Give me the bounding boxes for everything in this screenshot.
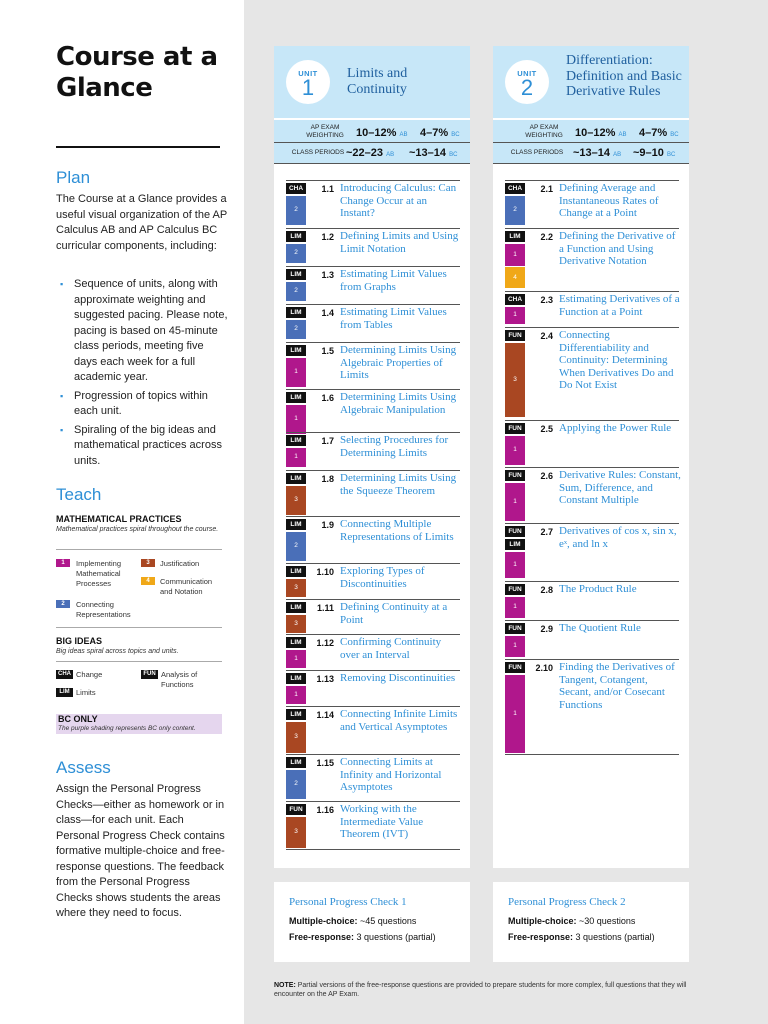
bc-only-box <box>56 714 222 734</box>
topic-number: 2.4 <box>540 331 553 341</box>
topic-number: 1.2 <box>321 232 334 242</box>
practice-block: 2 <box>286 244 306 263</box>
ppc-1-fr: Free-response: 3 questions (partial) <box>289 932 436 942</box>
topic-number: 2.5 <box>540 424 553 434</box>
topic-indicator-bar <box>505 582 525 620</box>
mp-label-1: Implementing Mathematical Processes <box>76 559 122 588</box>
big-idea-tag: FUN <box>286 804 306 815</box>
topic-indicator-bar <box>286 755 306 801</box>
topic-indicator-bar <box>505 328 525 419</box>
ppc-2-fr: Free-response: 3 questions (partial) <box>508 932 655 942</box>
big-idea-tag: LIM <box>286 435 306 446</box>
exam-weighting-label: AP EXAM WEIGHTING <box>306 124 344 139</box>
topic-indicator-bar <box>505 468 525 523</box>
topic-indicator-bar <box>505 660 525 755</box>
big-idea-tag: LIM <box>286 709 306 720</box>
topic-indicator-bar <box>286 433 306 469</box>
topic-row <box>505 620 679 658</box>
topic-number: 1.11 <box>316 603 334 613</box>
practice-block: 3 <box>286 722 306 753</box>
mp-subheading: Mathematical practices spiral throughout the course. <box>56 526 219 533</box>
topic-link[interactable]: Estimating Limit Values from Graphs <box>340 268 447 293</box>
topic-indicator-bar <box>286 517 306 563</box>
practice-block: 1 <box>505 597 525 618</box>
unit-2-title: Differentiation: Definition and Basic Derivative Rules <box>566 53 682 99</box>
topic-row <box>286 801 460 849</box>
topic-number: 2.2 <box>540 232 553 242</box>
topic-number: 1.8 <box>321 474 334 484</box>
bc-only-subtitle: The purple shading represents BC only content. <box>58 725 196 732</box>
practice-block: 2 <box>286 532 306 561</box>
topic-list-end-rule <box>505 754 679 755</box>
plan-bullet: ▪ Progression of topics within each unit. <box>56 389 228 420</box>
topic-row <box>505 228 679 290</box>
weight-ab: 10–12% AB <box>356 127 408 139</box>
topic-row <box>286 634 460 669</box>
unit-1-badge <box>286 60 330 104</box>
topic-number: 2.1 <box>540 184 553 194</box>
topic-link[interactable]: The Product Rule <box>559 583 637 595</box>
topic-link[interactable]: Estimating Limit Values from Tables <box>340 306 447 331</box>
topic-link[interactable]: Determining Limits Using the Squeeze Theorem <box>340 472 457 497</box>
topic-link[interactable]: Defining Limits and Using Limit Notation <box>340 230 459 255</box>
topic-indicator-bar <box>286 635 306 670</box>
practice-block: 1 <box>286 448 306 467</box>
topic-link[interactable]: Connecting Multiple Representations of Limits <box>340 518 454 543</box>
bi-top-divider <box>56 627 222 628</box>
topic-row <box>505 659 679 754</box>
topic-number: 1.15 <box>316 758 334 768</box>
topic-link[interactable]: Applying the Power Rule <box>559 422 672 434</box>
class-periods-row <box>274 142 470 164</box>
mp-swatch-1: 1 <box>56 559 70 567</box>
title-divider <box>56 146 220 148</box>
mp-label-4: Communication and Notation <box>160 577 213 596</box>
topic-indicator-bar <box>505 181 525 227</box>
bi-subheading: Big ideas spiral across topics and units. <box>56 648 179 655</box>
topic-link[interactable]: Connecting Limits at Infinity and Horizontal Asymptotes <box>340 756 442 793</box>
topic-link[interactable]: Defining Average and Instantaneous Rates of Change at a Point <box>559 182 659 219</box>
topic-indicator-bar <box>505 524 525 580</box>
class-periods-label: CLASS PERIODS <box>510 149 564 156</box>
big-idea-tag: FUN <box>505 526 525 537</box>
topic-number: 1.14 <box>316 710 334 720</box>
mp-label-2: Connecting Representations <box>76 600 131 619</box>
topic-row <box>505 327 679 418</box>
ppc-1-mc: Multiple-choice: ~45 questions <box>289 916 417 926</box>
topic-number: 1.3 <box>321 270 334 280</box>
bi-label-functions: Analysis of Functions <box>161 670 198 689</box>
topic-link[interactable]: The Quotient Rule <box>559 622 641 634</box>
topic-indicator-bar <box>286 471 306 517</box>
unit-2-badge <box>505 60 549 104</box>
unit-2-column <box>493 46 689 868</box>
topic-row <box>286 266 460 302</box>
practice-block: 1 <box>505 436 525 465</box>
practice-block: 2 <box>286 770 306 799</box>
big-idea-tag: LIM <box>286 566 306 577</box>
big-idea-tag: CHA <box>286 183 306 194</box>
bi-heading: BIG IDEAS <box>56 636 103 646</box>
topic-row <box>286 432 460 468</box>
footnote: NOTE: Partial versions of the free-response questions are provided to prepare students for more complex, full questions that they will encounter on the AP Exam. <box>274 982 687 998</box>
class-periods-row <box>493 142 689 164</box>
topic-link[interactable]: Derivatives of cos x, sin x, eˣ, and ln x <box>559 525 677 550</box>
topic-number: 1.6 <box>321 393 334 403</box>
periods-ab: ~22–23 AB <box>346 147 395 159</box>
plan-bullet: ▪ Sequence of units, along with approximate weighting and suggested pacing. Please note, pacing is based on 45-minute class periods, meeting five days each week for a full academic year. <box>56 277 228 386</box>
topic-row <box>286 389 460 435</box>
topic-row <box>505 291 679 325</box>
topic-indicator-bar <box>286 564 306 599</box>
topic-number: 1.16 <box>316 805 334 815</box>
bi-label-change: Change <box>76 670 103 679</box>
unit-number: 1 <box>301 75 315 100</box>
big-idea-tag: LIM <box>286 307 306 318</box>
weight-ab: 10–12% AB <box>575 127 627 139</box>
big-idea-tag: LIM <box>286 757 306 768</box>
big-idea-tag: LIM <box>286 345 306 356</box>
exam-weighting-label: AP EXAM WEIGHTING <box>525 124 563 139</box>
practice-block: 1 <box>505 244 525 266</box>
assess-heading: Assess <box>56 758 111 777</box>
big-idea-tag: FUN <box>505 330 525 341</box>
topic-row <box>286 754 460 800</box>
unit-label: UNIT <box>298 69 318 78</box>
topic-link[interactable]: Connecting Infinite Limits and Vertical Asymptotes <box>340 708 458 733</box>
big-idea-tag: LIM <box>286 637 306 648</box>
topic-indicator-bar <box>286 343 306 389</box>
topic-row <box>505 180 679 226</box>
periods-bc: ~9–10 BC <box>633 147 676 159</box>
topic-number: 1.13 <box>316 674 334 684</box>
topic-link[interactable]: Removing Discontinuities <box>340 672 456 684</box>
topic-indicator-bar <box>286 305 306 341</box>
practice-block: 2 <box>286 282 306 301</box>
periods-ab: ~13–14 AB <box>573 147 622 159</box>
big-idea-tag: FUN <box>505 623 525 634</box>
practice-block: 4 <box>505 267 525 289</box>
weight-bc: 4–7% BC <box>639 127 679 139</box>
topic-link[interactable]: Defining the Derivative of a Function and Using Derivative Notation <box>559 230 676 267</box>
topic-row <box>286 599 460 634</box>
topic-number: 2.3 <box>540 295 553 305</box>
unit-2-header <box>493 46 689 118</box>
topic-indicator-bar <box>286 229 306 265</box>
big-idea-tag: FUN <box>505 662 525 673</box>
topic-link[interactable]: Introducing Calculus: Can Change Occur at an Instant? <box>340 182 457 219</box>
topic-link[interactable]: Connecting Differentiability and Continuity: Determining When Derivatives Do and Do Not Exist <box>559 329 674 391</box>
topic-link[interactable]: Defining Continuity at a Point <box>340 601 448 626</box>
big-idea-tag: LIM <box>286 673 306 684</box>
topic-link[interactable]: Estimating Derivatives of a Function at a Point <box>559 293 680 318</box>
practice-block: 3 <box>286 615 306 633</box>
topic-indicator-bar <box>286 802 306 850</box>
topic-row <box>286 304 460 340</box>
unit-1-header <box>274 46 470 118</box>
mp-label-3: Justification <box>160 559 200 568</box>
topic-link[interactable]: Determining Limits Using Algebraic Manipulation <box>340 391 457 416</box>
ppc-1-box <box>274 882 470 962</box>
topic-indicator-bar <box>505 292 525 326</box>
mp-heading: MATHEMATICAL PRACTICES <box>56 514 182 524</box>
practice-block: 3 <box>286 486 306 515</box>
mp-divider <box>56 549 222 550</box>
weight-bc: 4–7% BC <box>420 127 460 139</box>
topic-number: 1.9 <box>321 520 334 530</box>
practice-block: 2 <box>286 320 306 339</box>
bi-tag-lim: LIM <box>56 688 73 697</box>
topic-number: 2.9 <box>540 624 553 634</box>
unit-1-column <box>274 46 470 868</box>
ppc-2-title: Personal Progress Check 2 <box>508 896 626 908</box>
topic-number: 2.6 <box>540 471 553 481</box>
assess-text: Assign the Personal Progress Checks—either as homework or in class—for each unit. Each Personal Progress Check contains formative multiple-choice and free-response questions. The feedback from the Personal Progress Checks shows students the areas where they need to focus. <box>56 783 225 919</box>
bi-tag-fun: FUN <box>141 670 158 679</box>
unit-label: UNIT <box>517 69 537 78</box>
topic-row <box>505 467 679 522</box>
page-title: Course at a Glance <box>56 42 218 103</box>
practice-block: 1 <box>505 483 525 521</box>
practice-block: 1 <box>286 358 306 387</box>
practice-block: 1 <box>505 675 525 753</box>
mp-swatch-2: 2 <box>56 600 70 608</box>
topic-indicator-bar <box>286 707 306 755</box>
sidebar <box>0 0 244 1024</box>
big-idea-tag: LIM <box>286 473 306 484</box>
topic-number: 1.7 <box>321 436 334 446</box>
plan-bullet: ▪ Spiraling of the big ideas and mathematical practices across units. <box>56 423 228 470</box>
topic-number: 1.5 <box>321 346 334 356</box>
big-idea-tag: CHA <box>505 183 525 194</box>
plan-intro: The Course at a Glance provides a useful visual organization of the AP Calculus AB and AP Calculus BC curricular components, including: <box>56 193 228 252</box>
big-idea-tag: FUN <box>505 423 525 434</box>
topic-link[interactable]: Exploring Types of Discontinuities <box>340 565 425 590</box>
big-idea-tag: LIM <box>286 269 306 280</box>
practice-block: 1 <box>505 552 525 578</box>
topic-number: 2.7 <box>540 527 553 537</box>
topic-number: 1.1 <box>321 184 334 194</box>
practice-block: 1 <box>286 686 306 704</box>
topic-row <box>505 581 679 619</box>
plan-heading: Plan <box>56 168 91 187</box>
practice-block: 1 <box>286 405 306 434</box>
topic-link[interactable]: Finding the Derivatives of Tangent, Cotangent, Secant, and/or Cosecant Functions <box>559 661 675 711</box>
topic-row <box>286 470 460 516</box>
big-idea-tag: LIM <box>286 231 306 242</box>
ppc-2-mc: Multiple-choice: ~30 questions <box>508 916 636 926</box>
unit-1-title: Limits and Continuity <box>347 66 408 97</box>
big-idea-tag: LIM <box>505 231 525 242</box>
topic-number: 2.10 <box>535 663 553 673</box>
big-idea-tag: LIM <box>286 392 306 403</box>
ppc-2-box <box>493 882 689 962</box>
bi-label-limits: Limits <box>76 688 96 697</box>
periods-bc: ~13–14 BC <box>409 147 458 159</box>
big-idea-tag: FUN <box>505 470 525 481</box>
topic-link[interactable]: Working with the Intermediate Value Theorem (IVT) <box>340 803 424 840</box>
big-idea-tag: LIM <box>286 519 306 530</box>
practice-block: 3 <box>286 579 306 597</box>
topic-indicator-bar <box>505 621 525 659</box>
bi-divider <box>56 661 222 662</box>
topic-row <box>286 563 460 598</box>
big-idea-tag: CHA <box>505 294 525 305</box>
practice-block: 3 <box>286 817 306 848</box>
big-idea-tag: LIM <box>505 539 525 550</box>
topic-indicator-bar <box>286 267 306 303</box>
practice-block: 2 <box>286 196 306 225</box>
topic-row <box>286 706 460 754</box>
practice-block: 1 <box>505 307 525 324</box>
topic-indicator-bar <box>505 229 525 291</box>
topic-list-end-rule <box>286 849 460 850</box>
topic-indicator-bar <box>286 390 306 436</box>
teach-heading: Teach <box>56 485 102 504</box>
topic-row <box>286 228 460 264</box>
topic-row <box>505 523 679 579</box>
topic-row <box>505 420 679 466</box>
class-periods-label: CLASS PERIODS <box>291 149 345 156</box>
topic-number: 1.12 <box>316 638 334 648</box>
mp-swatch-4: 4 <box>141 577 155 585</box>
topic-link[interactable]: Derivative Rules: Constant, Sum, Difference, and Constant Multiple <box>559 469 681 506</box>
topic-number: 1.4 <box>321 308 334 318</box>
topic-indicator-bar <box>286 671 306 706</box>
topic-indicator-bar <box>286 600 306 635</box>
plan-bullet-list <box>56 277 228 472</box>
big-idea-tag: FUN <box>505 584 525 595</box>
topic-number: 1.10 <box>316 567 334 577</box>
practice-block: 3 <box>505 343 525 417</box>
topic-row <box>286 516 460 562</box>
bi-tag-cha: CHA <box>58 671 71 677</box>
practice-block: 2 <box>505 196 525 225</box>
topic-number: 2.8 <box>540 585 553 595</box>
topic-link[interactable]: Determining Limits Using Algebraic Properties of Limits <box>340 344 457 381</box>
topic-link[interactable]: Selecting Procedures for Determining Limits <box>340 434 449 459</box>
topic-indicator-bar <box>505 421 525 467</box>
big-idea-tag: LIM <box>286 602 306 613</box>
practice-block: 1 <box>286 650 306 668</box>
topic-indicator-bar <box>286 181 306 227</box>
topic-row <box>286 670 460 705</box>
topic-link[interactable]: Confirming Continuity over an Interval <box>340 636 442 661</box>
practice-block: 1 <box>505 636 525 657</box>
unit-number: 2 <box>520 75 534 100</box>
topic-row <box>286 180 460 226</box>
mp-swatch-3: 3 <box>141 559 155 567</box>
ppc-1-title: Personal Progress Check 1 <box>289 896 407 908</box>
topic-row <box>286 342 460 388</box>
bc-only-title: BC ONLY <box>58 714 98 724</box>
